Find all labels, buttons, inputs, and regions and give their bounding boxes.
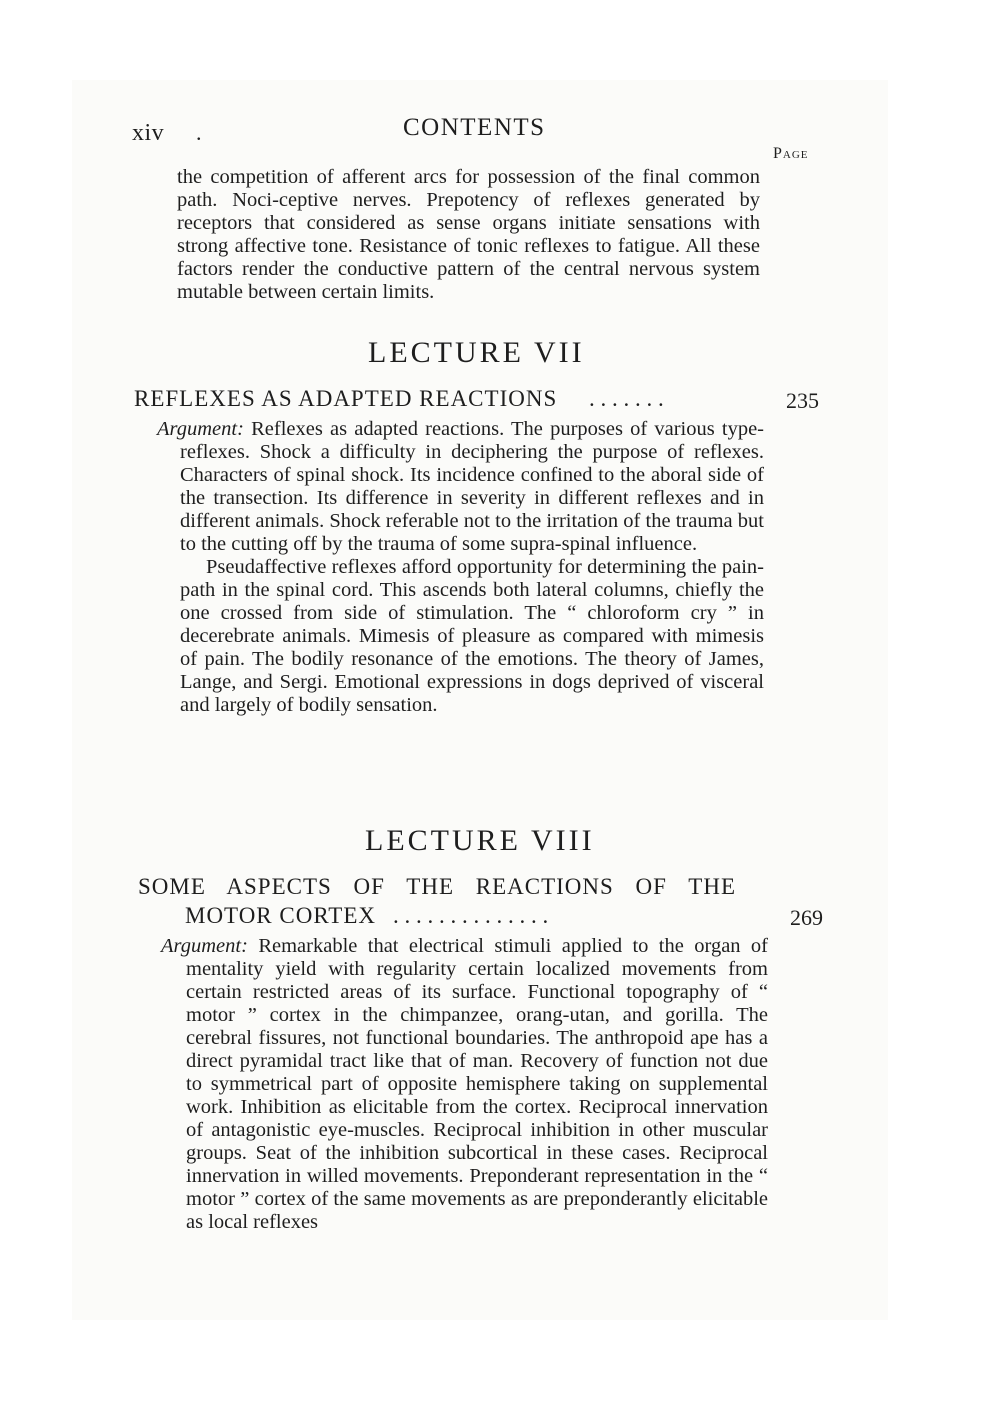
argument-text: Reflexes as adapted reactions. The purposes of various type-reflexes. Shock a difficulty in deciphering the purpose of reflexes. Characters of spinal shock. Its incidence confined to the aboral side of the transection. Its difference in severity in different reflexes and in different animals. Shock referable not to the irritation of the trauma but to the cutting off by the trauma of some supra-spinal influence. bbox=[180, 418, 764, 555]
dot-leader: . . . . . . . . . . . . . . bbox=[393, 903, 549, 928]
running-title: CONTENTS bbox=[403, 114, 546, 141]
lecture-heading: LECTURE VII bbox=[368, 336, 585, 369]
contents-entry-title-continued: MOTOR CORTEX bbox=[185, 903, 377, 928]
intro-continuation bbox=[177, 166, 760, 304]
page-number: 235 bbox=[786, 388, 819, 413]
intro-paragraph: the competition of afferent arcs for possession of the final common path. Noci-ceptive nerves. Prepotency of reflexes generated by receptors that considered as sense organs initiate sensations with strong affective tone. Resistance of tonic reflexes to fatigue. All these factors render the conductive pattern of the central nervous system mutable between certain limits. bbox=[177, 166, 760, 303]
argument-block bbox=[157, 418, 764, 717]
argument-paragraph bbox=[161, 935, 768, 1234]
page-column-label: Page bbox=[773, 145, 809, 162]
lecture-heading: LECTURE VIII bbox=[365, 824, 595, 857]
folio-separator: . bbox=[196, 120, 202, 145]
page-number: 269 bbox=[790, 905, 823, 930]
argument-block bbox=[161, 935, 768, 1234]
argument-paragraph bbox=[157, 418, 764, 556]
contents-entry-title: REFLEXES AS ADAPTED REACTIONS bbox=[134, 386, 558, 411]
argument-paragraph: Pseudaffective reflexes afford opportunity for determining the pain-path in the spinal cord. This ascends both lateral columns, chiefly the one crossed from side of stimulation. The “ chloroform cry ” in decerebrate animals. Mimesis of pleasure as compared with mimesis of pain. The bodily resonance of the emotions. The theory of James, Lange, and Sergi. Emotional expressions in dogs deprived of visceral and largely of bodily sensation. bbox=[180, 556, 764, 716]
argument-label: Argument: bbox=[157, 418, 244, 440]
contents-entry-title: SOME ASPECTS OF THE REACTIONS OF THE bbox=[138, 874, 737, 899]
dot-leader: . . . . . . . bbox=[589, 386, 664, 411]
page-folio: xiv bbox=[132, 120, 165, 146]
argument-text: Remarkable that electrical stimuli applied to the organ of mentality yield with regularity certain localized movements from certain restricted areas of its surface. Functional topography of “ motor ” cortex in the chimpanzee, orang-utan, and gorilla. The cerebral fissures, not functional boundaries. The anthropoid ape has a direct pyramidal tract like that of man. Recovery of function not due to symmetrical part of opposite hemisphere taking on supplemental work. Inhibition as elicitable from the cortex. Reciprocal innervation of antagonistic eye-muscles. Reciprocal inhibition in other muscular groups. Seat of the inhibition subcortical in these cases. Reciprocal innervation in willed movements. Preponderant representation in the “ motor ” cortex of the same movements as are preponderantly elicitable as local reflexes bbox=[186, 935, 769, 1233]
argument-label: Argument: bbox=[161, 935, 248, 957]
